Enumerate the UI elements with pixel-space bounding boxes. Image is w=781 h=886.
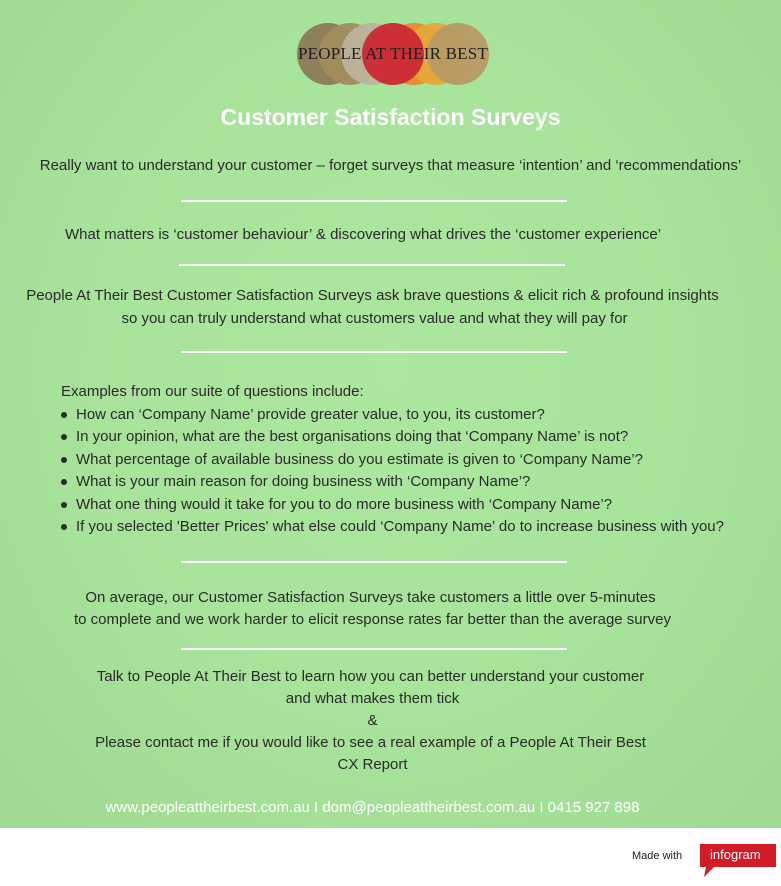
ampersand: & xyxy=(367,712,378,729)
examples-intro: Examples from our suite of questions include: xyxy=(61,383,364,400)
examples-list xyxy=(61,404,724,538)
divider xyxy=(181,351,567,353)
talk-line-2: and what makes them tick xyxy=(285,690,460,707)
list-item-text: What one thing would it take for you to do more business with ‘Company Name’? xyxy=(76,495,613,513)
list-item xyxy=(61,449,724,471)
talk-line-1: Talk to People At Their Best to learn how you can better understand your customer xyxy=(96,668,645,685)
divider xyxy=(181,648,567,650)
list-item-text: In your opinion, what are the best organisations doing that ‘Company Name’ is not? xyxy=(76,428,629,446)
bullet-icon xyxy=(61,434,67,440)
bullet-icon xyxy=(61,457,67,463)
divider xyxy=(179,264,565,266)
list-item xyxy=(61,426,724,448)
insights-line-2: so you can truly understand what customers value and what they will pay for xyxy=(121,310,628,327)
infogram-link[interactable]: infogram xyxy=(710,847,761,862)
intro-text: Really want to understand your customer – forget surveys that measure ‘intention’ and ‘recommendations’ xyxy=(39,157,742,174)
contact-details: www.peopleattheirbest.com.au I dom@peopleattheirbest.com.au I 0415 927 898 xyxy=(105,799,640,816)
bullet-icon xyxy=(61,524,67,530)
average-line-2: to complete and we work harder to elicit response rates far better than the average survey xyxy=(74,611,671,628)
list-item-text: How can ‘Company Name’ provide greater value, to you, its customer? xyxy=(76,406,545,423)
matters-text: What matters is ‘customer behaviour’ & discovering what drives the ‘customer experience’ xyxy=(65,226,662,243)
list-item-text: What percentage of available business do you estimate is given to ‘Company Name’? xyxy=(76,450,643,468)
talk-line-3: Please contact me if you would like to see a real example of a People At Their Best xyxy=(95,734,646,751)
list-item xyxy=(61,404,724,426)
divider xyxy=(181,200,567,202)
list-item xyxy=(61,516,724,538)
list-item-text: If you selected 'Better Prices' what else could ‘Company Name’ do to increase business with you? xyxy=(76,517,724,535)
made-with-label: Made with xyxy=(632,850,683,862)
talk-line-4: CX Report xyxy=(337,756,408,773)
bullet-icon xyxy=(61,412,67,418)
list-item xyxy=(61,494,724,516)
divider xyxy=(181,561,567,563)
bullet-icon xyxy=(61,502,67,508)
logo-text: PEOPLE AT THEIR BEST xyxy=(298,44,488,63)
list-item xyxy=(61,471,724,493)
bullet-icon xyxy=(61,479,67,485)
average-line-1: On average, our Customer Satisfaction Surveys take customers a little over 5-minutes xyxy=(85,589,656,606)
page-title: Customer Satisfaction Surveys xyxy=(220,104,561,130)
insights-line-1: People At Their Best Customer Satisfaction Surveys ask brave questions & elicit rich & profound insights xyxy=(26,287,719,304)
people-at-their-best-logo xyxy=(296,22,490,86)
list-item-text: What is your main reason for doing business with ‘Company Name’? xyxy=(76,473,531,491)
